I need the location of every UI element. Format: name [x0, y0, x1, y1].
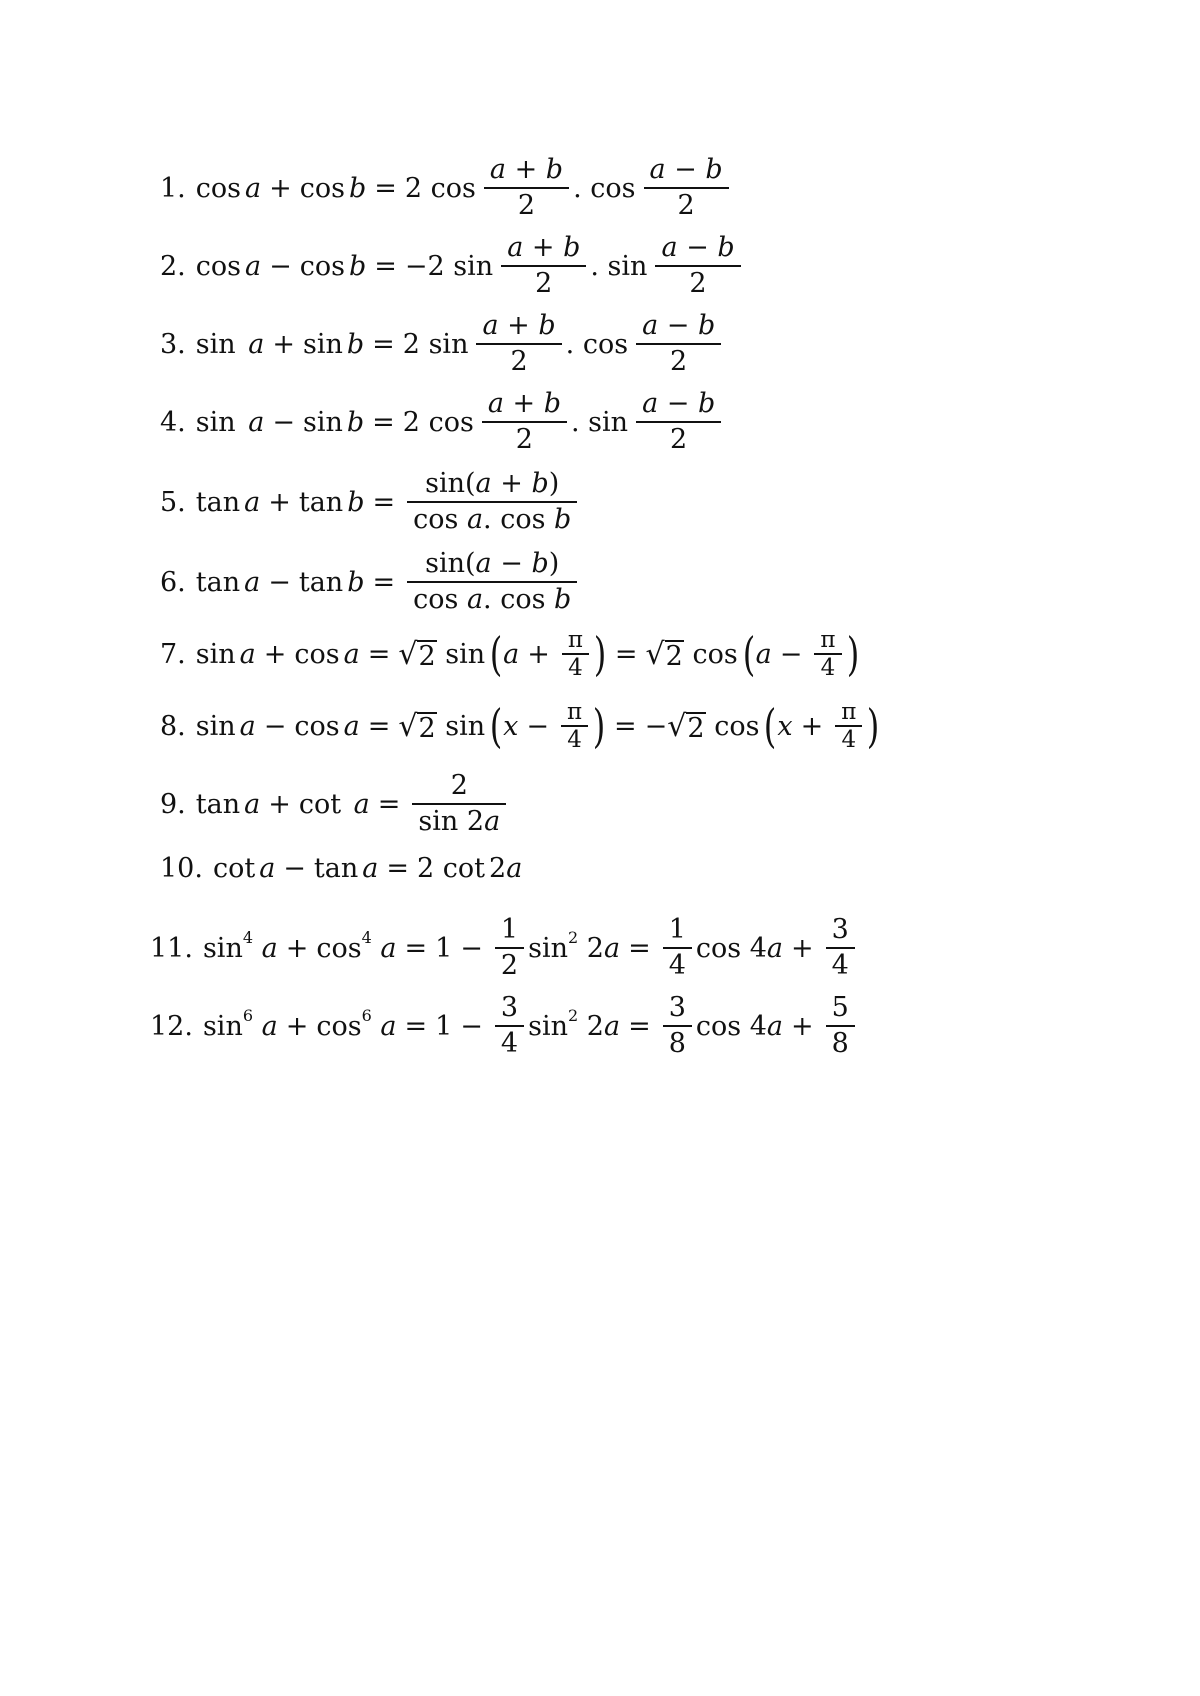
- formula-10: 10. cot a − tan a = 2 cot 2a: [160, 852, 523, 884]
- formula-2: 2. cos a − cos b = −2 sin $\frac{a + b}{2}$ . sin $\frac{a - b}{2}$: [160, 228, 745, 304]
- formula-1: 1. cos a + cos b = 2 cos $\frac{a + b}{2}$ . cos $\frac{a - b}{2}$: [160, 150, 733, 226]
- formula-5: 5. tan a + tan b = $\frac{\sin(a + b)}{\text{cos a. cos b}}$: [160, 464, 581, 540]
- formula-8: 8. sin a − cos a = √ 2 sin ( x − $\frac{\pi}{4}$ ) = − √ 2 cos ( x + $\frac{\pi}{4}$ ): [160, 698, 880, 753]
- formula-number: 7.: [160, 638, 186, 670]
- formula-number: 9.: [160, 788, 186, 820]
- formula-11: 11. $\sin^4$ a + $\cos^4$ a = 1 − $\frac{1}{2}$ $\sin^2$ 2a = $\frac{1}{4}$ cos 4a + $\frac{3}{4}$: [150, 910, 859, 986]
- formula-number: 3.: [160, 328, 186, 360]
- formula-number: 6.: [160, 566, 186, 598]
- formula-number: 10.: [160, 852, 203, 884]
- formula-number: 12.: [150, 1010, 193, 1042]
- formula-number: 1.: [160, 172, 186, 204]
- formula-9: 9. tan a + cot a = $\frac{2}{\sin 2a}$: [160, 766, 510, 842]
- formula-number: 4.: [160, 406, 186, 438]
- formula-number: 5.: [160, 486, 186, 518]
- formula-12: 12. $\sin^6$ a + $\cos^6$ a = 1 − $\frac{3}{4}$ $\sin^2$ 2a = $\frac{3}{8}$ cos 4a + $\frac{5}{8}$: [150, 988, 859, 1064]
- formula-number: 8.: [160, 710, 186, 742]
- formula-6: 6. tan a − tan b = $\frac{\sin(a - b)}{\text{cos a. cos b}}$: [160, 544, 581, 620]
- formula-4: 4. sin a − sin b = 2 cos $\frac{a + b}{2}$ . sin $\frac{a - b}{2}$: [160, 384, 725, 460]
- formula-3: 3. sin a + sin b = 2 sin $\frac{a + b}{2}$ . cos $\frac{a - b}{2}$: [160, 306, 725, 382]
- formula-7: 7. sin a + cos a = √ 2 sin ( a + $\frac{\pi}{4}$ ) = √ 2 cos ( a − $\frac{\pi}{4}$ ): [160, 626, 859, 681]
- formula-number: 2.: [160, 250, 186, 282]
- formula-number: 11.: [150, 932, 193, 964]
